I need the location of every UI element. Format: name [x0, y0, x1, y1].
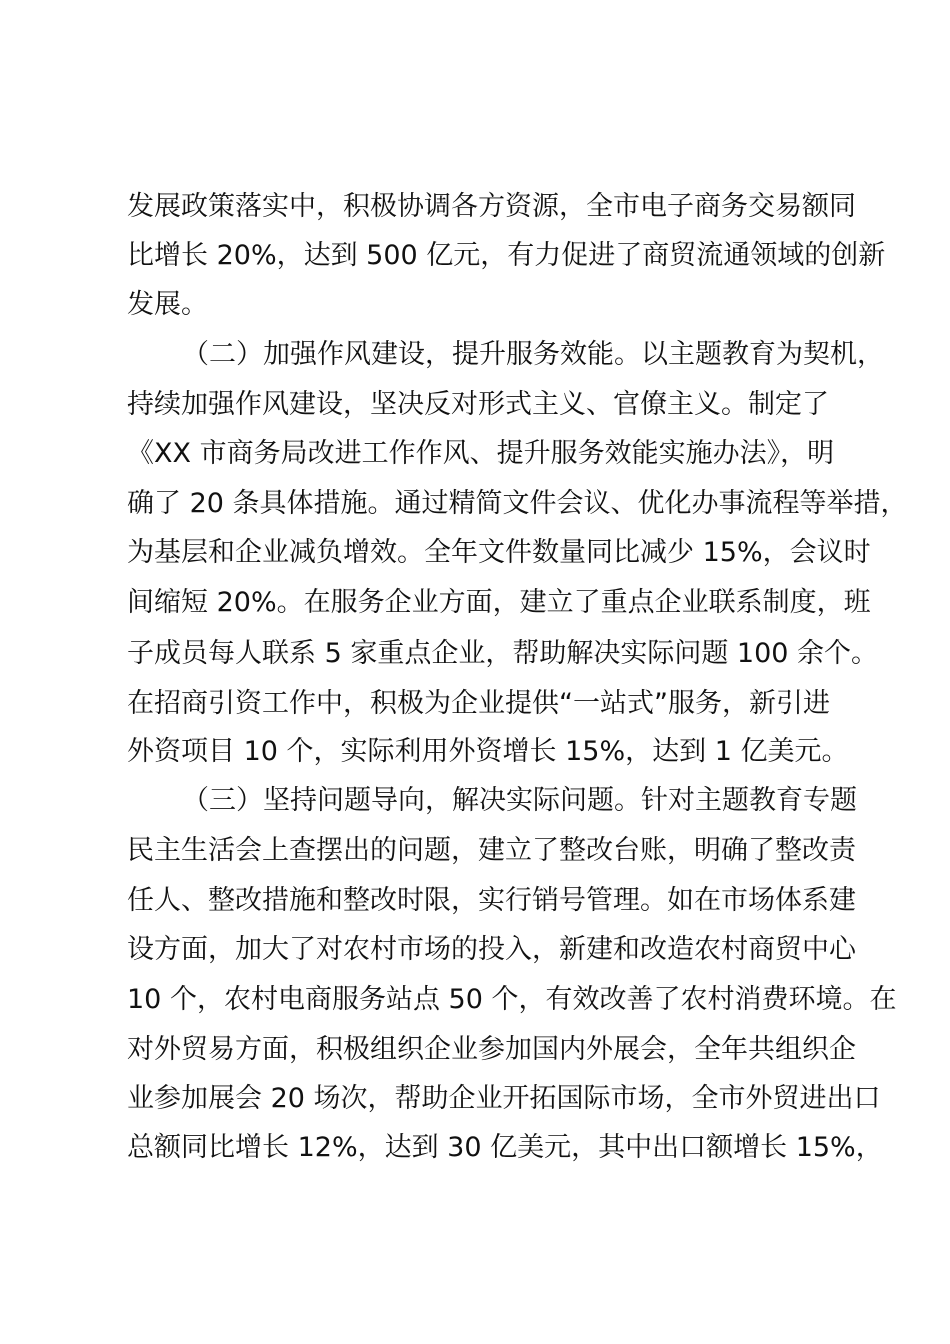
text-line: 外资项目 10 个，实际利用外资增长 15%，达到 1 亿美元。 [127, 736, 849, 767]
text-line: 《XX 市商务局改进工作作风、提升服务效能实施办法》，明 [127, 438, 835, 469]
text-line: 民主生活会上查摆出的问题，建立了整改台账，明确了整改责 [127, 835, 856, 866]
text-line: 比增长 20%，达到 500 亿元，有力促进了商贸流通领域的创新 [127, 240, 886, 271]
text-line: （三）坚持问题导向，解决实际问题。针对主题教育专题 [182, 785, 857, 816]
text-line: 设方面，加大了对农村市场的投入，新建和改造农村商贸中心 [127, 934, 856, 965]
text-line: 确了 20 条具体措施。通过精简文件会议、优化办事流程等举措， [127, 488, 908, 519]
text-line: 为基层和企业减负增效。全年文件数量同比减少 15%，会议时 [127, 537, 871, 568]
text-line: 发展。 [127, 289, 208, 320]
text-line: 总额同比增长 12%，达到 30 亿美元，其中出口额增长 15%， [127, 1132, 883, 1163]
text-line: 发展政策落实中，积极协调各方资源，全市电子商务交易额同 [127, 191, 856, 222]
text-line: 持续加强作风建设，坚决反对形式主义、官僚主义。制定了 [127, 389, 829, 420]
text-line: 业参加展会 20 场次，帮助企业开拓国际市场，全市外贸进出口 [127, 1083, 881, 1114]
text-line: 在招商引资工作中，积极为企业提供“一站式”服务，新引进 [127, 688, 830, 719]
text-line: 子成员每人联系 5 家重点企业，帮助解决实际问题 100 余个。 [127, 638, 879, 669]
text-line: 对外贸易方面，积极组织企业参加国内外展会，全年共组织企 [127, 1034, 856, 1065]
text-line: （二）加强作风建设，提升服务效能。以主题教育为契机， [182, 339, 884, 370]
text-line: 间缩短 20%。在服务企业方面，建立了重点企业联系制度，班 [127, 587, 871, 618]
text-line: 任人、整改措施和整改时限，实行销号管理。如在市场体系建 [127, 885, 856, 916]
text-line: 10 个，农村电商服务站点 50 个，有效改善了农村消费环境。在 [127, 984, 897, 1015]
